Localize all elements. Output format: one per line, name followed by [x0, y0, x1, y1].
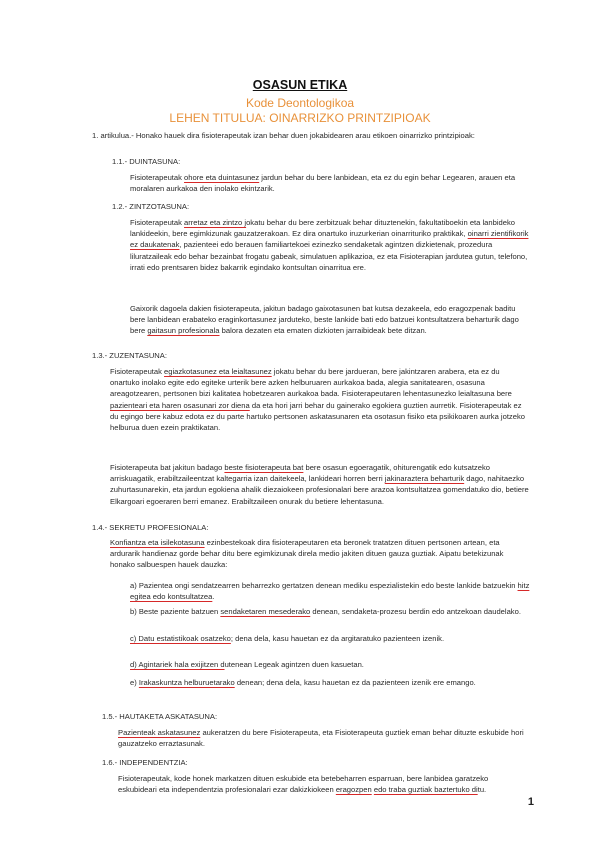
paragraph-zintzotasuna-2	[130, 303, 530, 337]
highlight-mark: arretaz eta zintzo j	[184, 218, 247, 227]
section-title: LEHEN TITULUA: OINARRIZKO PRINTZIPIOAK	[169, 111, 431, 125]
text-segment: ; dena dela, kasu hauetan ez da argitaratuko pazienteen izenik.	[230, 634, 445, 643]
highlight-mark: edo traba guztiak baztertuko di	[373, 785, 478, 795]
text-segment: da eta hori jarri behar du gainerako egokiera guztien aurretik. Fisioterapeutak ez du egingo bere kabuz edota ez du parte hartuko pertsonen askatasunaren eta osotasun fisiko eta psikikoaren aurka jotzeko helburua duen ezein praktikatan.	[110, 400, 525, 433]
text-segment: denean; dena dela, kasu hauetan ez da pazienteen izenik ere emango.	[234, 678, 476, 687]
text-segment: bere osasun egoeragatik, ohiturengatik edo kutsatzeko arriskuagatik, erabiltzaileentzat kaltegarria izan daitekeela, lankideari horren berri	[110, 463, 490, 484]
text-segment: e)	[130, 678, 139, 687]
text-segment: utenean Legeak agintzen duen kasuetan.	[224, 660, 364, 669]
text-segment: Fisioterapeutak, kode honek markatzen dituen eskubide eta betebeharren esparruan, bere lanbidea garatzeko eskubideari eta independentzia profesionalari ezar dakizkiokeen	[118, 774, 489, 795]
exception-d	[130, 659, 530, 670]
highlight-mark: Konfiantza eta isilekotasuna	[110, 538, 205, 547]
text-segment: , pazienteei edo berauen familiartekoei ezinezko sendaketak agintzen dizkietenak, prozedura liluratzaileak edo behar bezainbat frogatu gabeak, simulatuen aplikazioa, ez eta Fisioterapian jardutea gutun, telefono, irrati edo prentsaren bidez bakarrik egindako kontsultan oinarritua ere.	[130, 240, 528, 272]
text-segment: Fisioterapeuta bat jakitun badago	[110, 463, 225, 472]
text-segment: b) Beste paziente batzuen	[130, 607, 221, 616]
heading-hautaketa-askatasuna: 1.5.- HAUTAKETA ASKATASUNA:	[102, 712, 218, 721]
paragraph-sekretu-intro	[110, 537, 530, 571]
page-number: 1	[527, 796, 534, 808]
highlight-mark: Pazienteak askatasunez	[118, 728, 201, 737]
text-segment: Fisioterapeutak	[130, 173, 185, 182]
text-segment: tu.	[477, 785, 487, 795]
highlight-mark: ohore eta duintasunez	[184, 173, 260, 182]
paragraph-hautaketa	[118, 727, 528, 749]
highlight-mark: Irakaskuntza helburuetarako	[138, 678, 235, 687]
exception-e	[130, 677, 530, 688]
heading-independentzia: 1.6.- INDEPENDENTZIA:	[102, 758, 188, 767]
highlight-mark: oinarri zientifikorik ez daukatenak	[130, 229, 529, 250]
text-segment: Fisioterapeutak	[130, 218, 185, 227]
exception-a	[130, 580, 530, 602]
highlight-mark: pazienteari eta haren osasunari zor diena	[110, 400, 250, 410]
heading-zuzentasuna: 1.3.- ZUZENTASUNA:	[92, 351, 167, 360]
text-segment: okatu behar du bere zerbitzuak behar dituztenekin, fakultatiboekin eta lanbideko lankideekin, bere egimkizunak gauzatzerakoan. Ez dira onartuko iruzurkerian oinarrituriko praktikak,	[130, 218, 515, 239]
highlight-mark: c) Datu estatistikoak osatzeko	[130, 634, 231, 643]
paragraph-zuzentasuna-2	[110, 462, 530, 507]
heading-zintzotasuna: 1.2.- ZINTZOTASUNA:	[112, 202, 190, 211]
highlight-mark: d) Agintariek hala exijitzen d	[130, 660, 225, 669]
paragraph-duintasuna	[130, 172, 530, 194]
heading-sekretu-profesionala: 1.4.- SEKRETU PROFESIONALA:	[92, 523, 209, 532]
text-segment: Gaixorik dagoela dakien fisioterapeuta, jakitun badago gaixotasunen bat kutsa dezakeela, edo eragozpenak baditu bere lanbidean erabateko eraginkortasunez jarduteko, beste lankide bati edo batzuei kontsultatzera beharturik dago bere	[130, 304, 519, 336]
paragraph-zuzentasuna-1	[110, 366, 530, 433]
text-segment: denean, sendaketa-prozesu berdin edo antzekoan daudelako.	[310, 607, 521, 616]
highlight-mark: jakinaraztera beharturik	[384, 474, 465, 484]
highlight-mark: sendaketaren mesederako	[220, 607, 311, 616]
text-segment: ezinbestekoak dira fisioterapeutaren eta beronek tratatzen dituen pertsonen artean, eta ardurarik handienaz gorde behar ditu bere egimkizunak direla medio jakiten dituen gauza guztiak. Aipatu betekizunak honako salbuespen hauek dauzka:	[110, 538, 504, 570]
document-title: OSASUN ETIKA	[252, 78, 348, 92]
article-1-intro: 1. artikulua.- Honako hauek dira fisioterapeutak izan behar duen jokabidearen arau etikoen oinarrizko printzipioak:	[92, 131, 475, 140]
text-segment: dago, nahitaezko zuhurtasunarekin, eta jardun egokiena ahalik diezaiokeen profesionalari bere arazoa kontsultatzea gomendatuko dio, betiere Elkargoari egoeraren berri emanez. Erabiltzaileen onurak du betiere lehentasuna.	[110, 474, 529, 506]
highlight-mark: gaitasun profesionala	[147, 326, 220, 336]
heading-duintasuna: 1.1.- DUINTASUNA:	[112, 157, 181, 166]
text-segment: a) Pazientea ongi sendatzearren beharrezko gertatzen denean mediku espezialistekin edo beste lankide batzuekin	[130, 581, 518, 590]
text-segment: aukeratzen du bere Fisioterapeuta, eta Fisioterapeuta guztiek eman behar dituzte eskubide hori gauzatzeko erraztasunak.	[118, 728, 524, 749]
paragraph-zintzotasuna-1	[130, 217, 530, 273]
text-segment: Fisioterapeutak	[110, 367, 165, 376]
document-subtitle: Kode Deontologikoa	[245, 96, 355, 110]
highlight-mark: eragozpen	[335, 785, 372, 795]
exception-b	[130, 606, 530, 617]
text-segment: .	[212, 592, 215, 602]
highlight-mark: egiazkotasunez eta leialtasunez	[164, 367, 272, 376]
highlight-mark: beste fisioterapeuta bat	[224, 463, 304, 472]
paragraph-independentzia	[118, 773, 513, 795]
highlight-mark: hitz egitea edo kontsultatzea	[130, 581, 530, 602]
exception-c	[130, 633, 530, 644]
text-segment: jardun behar du bere lanbidean, eta ez du egin behar Legearen, arauen eta moralaren aurkakoa den inolako ekintzarik.	[130, 173, 516, 194]
text-segment: balora dezaten eta ematen dizkioten jarraibideak bete ditzan.	[219, 326, 427, 336]
text-segment: jokatu behar du bere jardueran, bere jakintzaren arabera, eta ez du onartuko inolako egite edo egiteke urterik bere azken helburuaren aurkakoa bada, alegia sanitatearen, osasuna areagotzearen, pertsonen bizi kalitatea hobetzearen aurkakoa bada. Fisioterapeutaren lehentasunezko leialtasuna bere	[110, 367, 512, 399]
